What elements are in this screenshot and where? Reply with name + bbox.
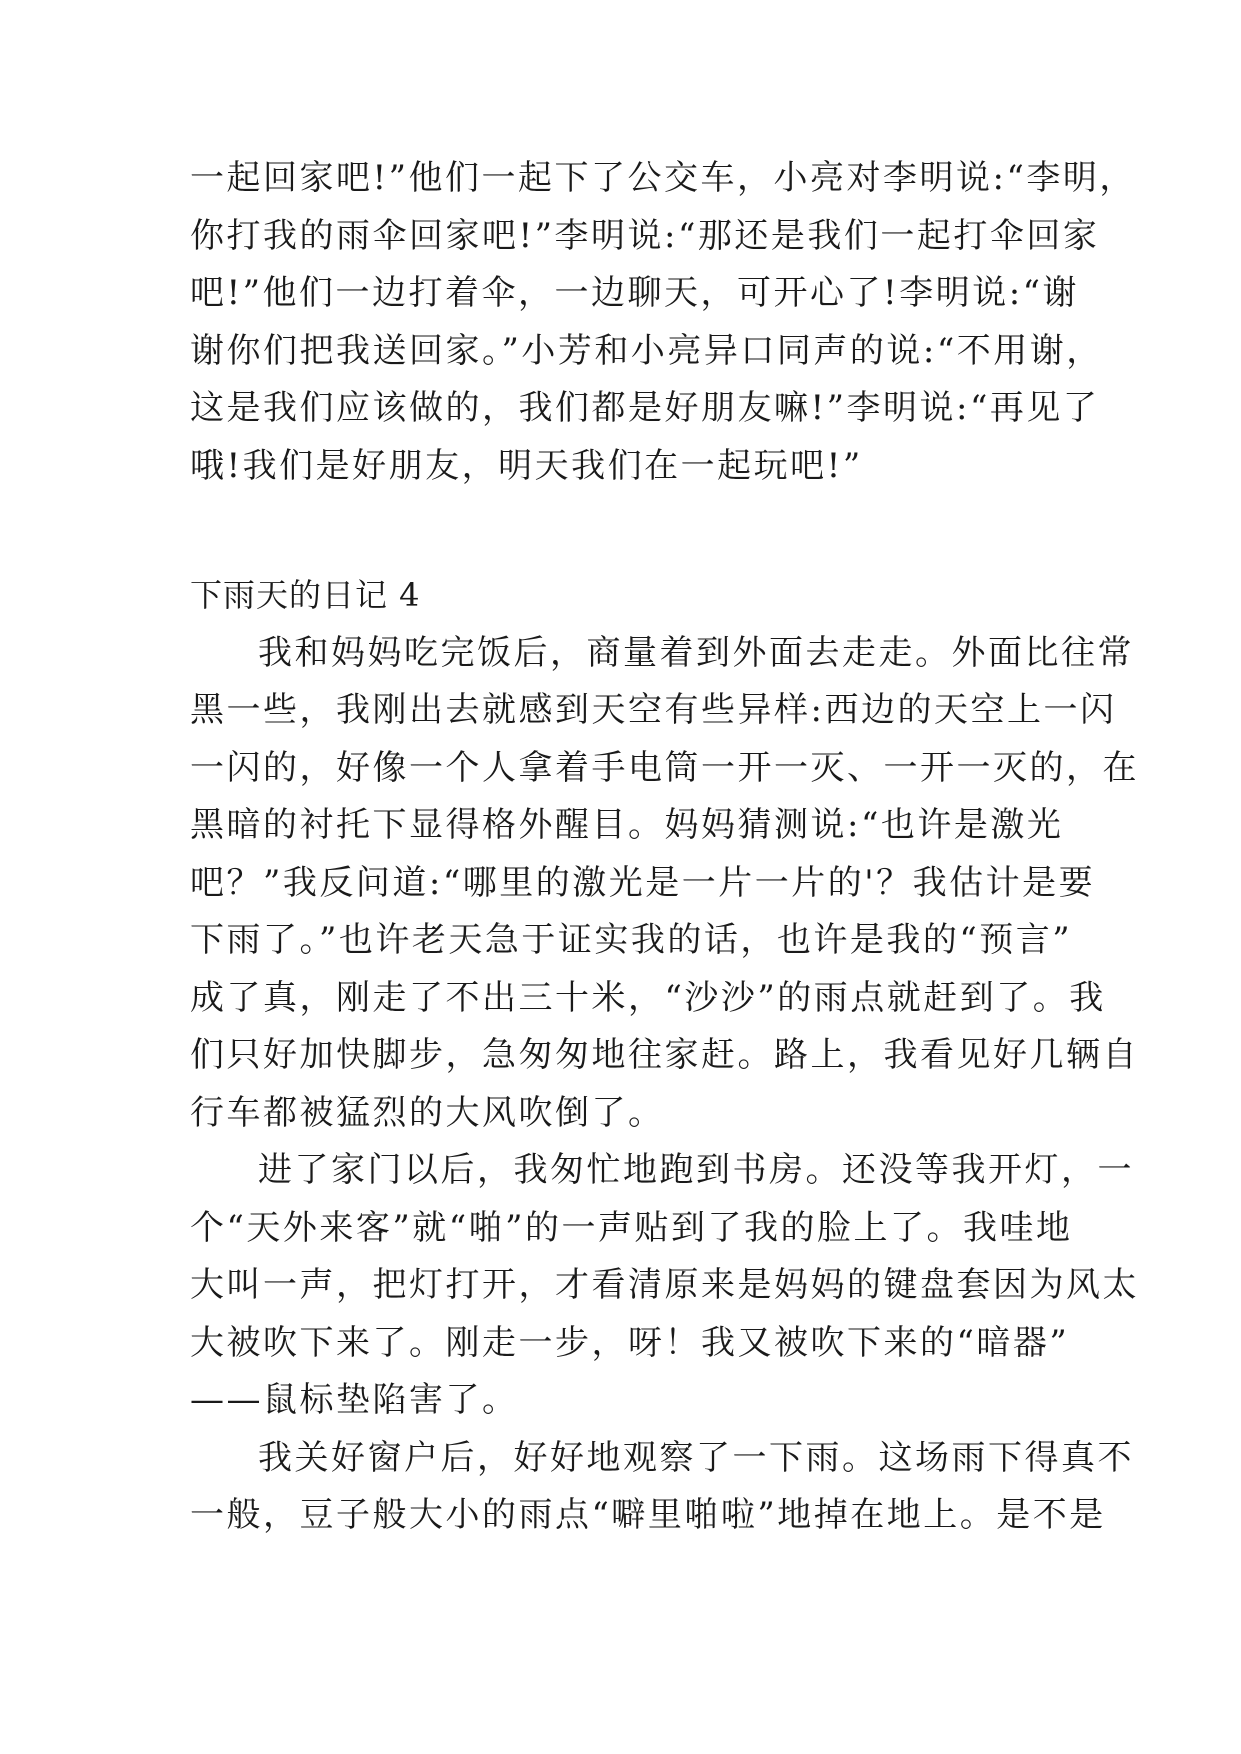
text-line: 这是我们应该做的，我们都是好朋友嘛!”李明说:“再见了 [190,388,1100,428]
text-line: 一闪的，好像一个人拿着手电筒一开一灭、一开一灭的，在 [190,747,1139,788]
text-line: ——鼠标垫陷害了。 [190,1380,519,1420]
text-line: 行车都被猛烈的大风吹倒了。 [190,1092,665,1133]
text-line: 我和妈妈吃完饭后，商量着到外面去走走。外面比往常 [258,632,1134,673]
text-line: 大叫一声，把灯打开，才看清原来是妈妈的键盘套因为风太 [190,1265,1139,1305]
text-line: 哦!我们是好朋友，明天我们在一起玩吧!” [190,445,863,486]
document-page [190,150,1139,1545]
text-line: 谢你们把我送回家。”小芳和小亮异口同声的说:“不用谢， [190,330,1103,371]
paragraph-2 [190,625,1139,1143]
text-line: 成了真，刚走了不出三十米，“沙沙”的雨点就赶到了。我 [190,977,1106,1018]
paragraph-4 [190,1430,1134,1545]
text-line: 个“天外来客”就“啪”的一声贴到了我的脸上了。我哇地 [190,1207,1073,1248]
text-line: 吧？”我反问道:“哪里的激光是一片一片的'？我估计是要 [190,862,1096,903]
text-line: 黑一些，我刚出去就感到天空有些异样:西边的天空上一闪 [190,690,1117,730]
text-line: 们只好加快脚步，急匆匆地往家赶。路上，我看见好几辆自 [190,1035,1139,1075]
text-line: 进了家门以后，我匆忙地跑到书房。还没等我开灯，一 [258,1150,1134,1190]
text-line: 下雨了。”也许老天急于证实我的话，也许是我的“预言” [190,920,1073,960]
text-line: 我关好窗户后，好好地观察了一下雨。这场雨下得真不 [258,1437,1134,1478]
text-line: 一起回家吧!”他们一起下了公交车，小亮对李明说:“李明， [190,158,1136,198]
paragraph-1 [190,150,1136,495]
text-line: 你打我的雨伞回家吧!”李明说:“那还是我们一起打伞回家 [190,215,1100,256]
text-line: 吧!”他们一边打着伞，一边聊天，可开心了!李明说:“谢 [190,273,1080,313]
text-line: 黑暗的衬托下显得格外醒目。妈妈猜测说:“也许是激光 [190,805,1064,845]
text-line: 一般，豆子般大小的雨点“噼里啪啦”地掉在地上。是不是 [190,1495,1106,1535]
paragraph-3 [190,1142,1139,1430]
section-heading: 下雨天的日记 4 [190,576,421,614]
text-line: 大被吹下来了。刚走一步，呀！我又被吹下来的“暗器” [190,1322,1070,1363]
